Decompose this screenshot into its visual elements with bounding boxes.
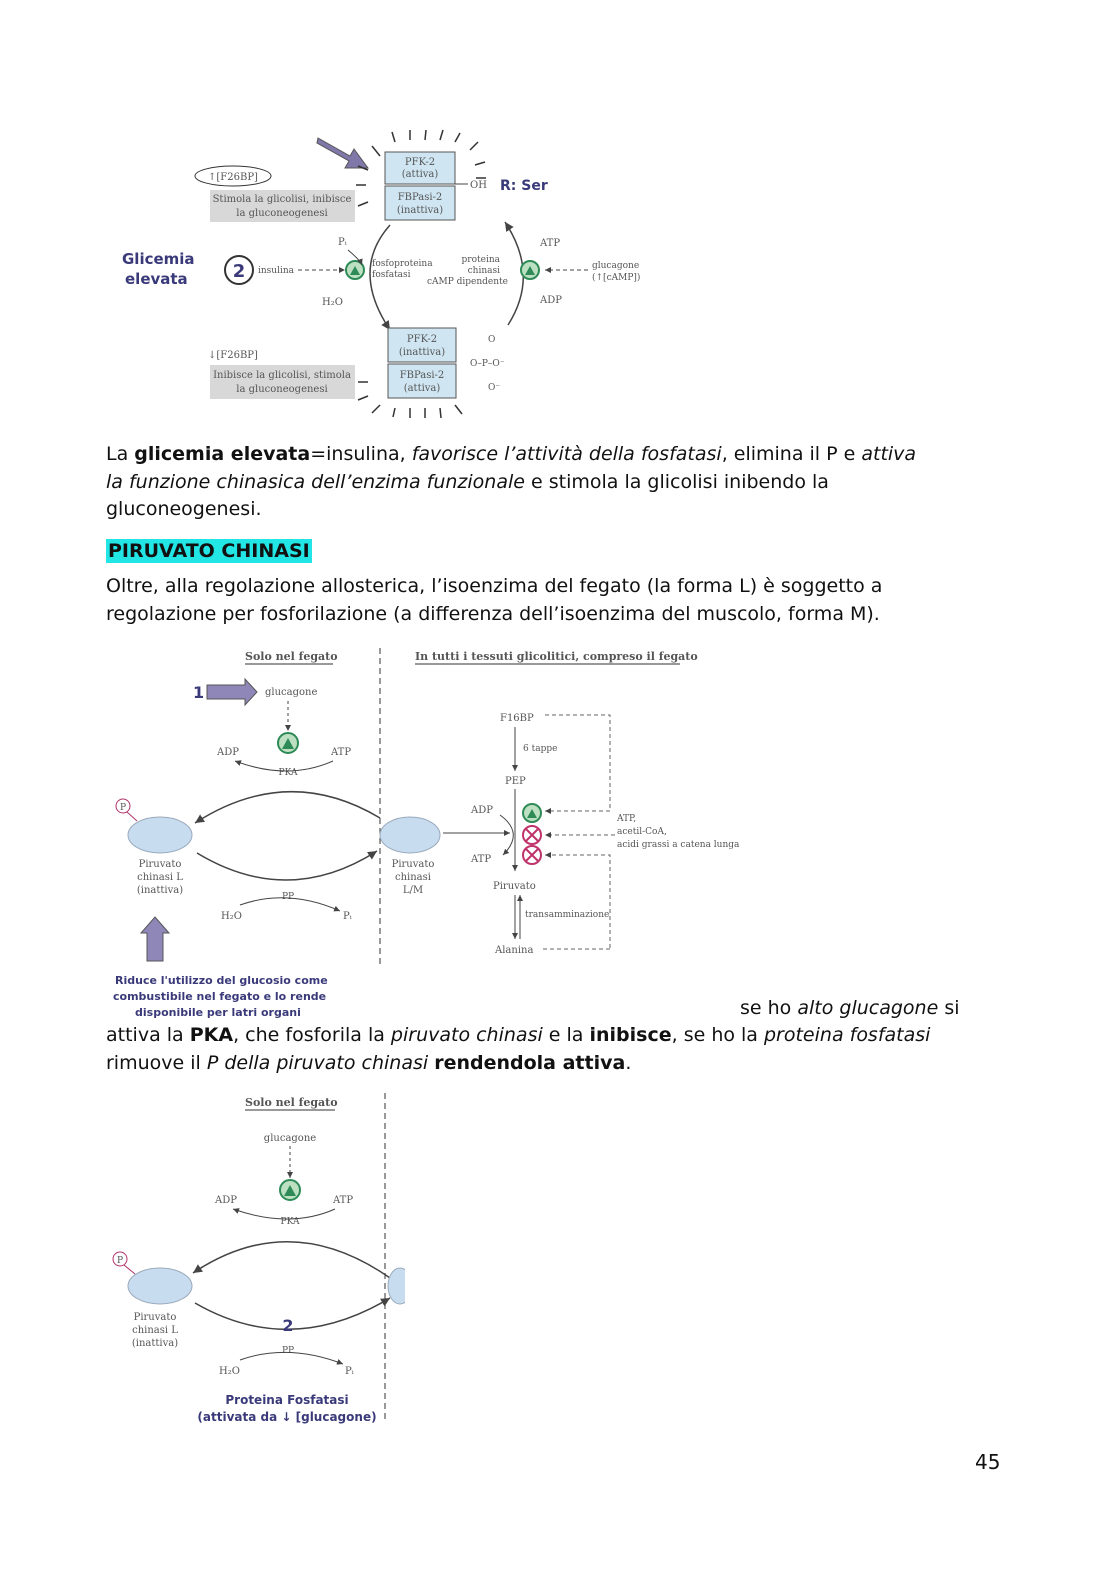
figure-piruvato-chinasi [105, 643, 745, 1018]
enzyme-inactive-ellipse [128, 817, 192, 853]
solo-fegato-title-2: Solo nel fegato [245, 1096, 338, 1109]
adp-label: ADP [217, 747, 239, 758]
inhibitors-line1: ATP, [617, 814, 637, 824]
piruvato-line1: Piruvato [133, 1312, 177, 1323]
h2o-label-fig1: H₂O [322, 297, 343, 308]
inhibitors-line2: acetil-CoA, [617, 827, 667, 837]
stimola-line1: Stimola la glicolisi, inibisce [212, 194, 352, 205]
pi-label-fig1: Pᵢ [338, 237, 347, 248]
adp-label-2: ADP [215, 1195, 237, 1206]
fbpasi2-bottom-state: (attiva) [403, 383, 441, 394]
paragraph-glucagone: attiva la PKA, che fosforila la piruvato chinasi e la inibisce, se ho la proteina fosfatasi rimuove il P della piruvato chinasi rendendola attiva. [106, 1024, 931, 1074]
figure-pfk2-regulation [100, 120, 660, 425]
fbpasi2-bottom-label: FBPasi-2 [399, 370, 445, 381]
riduce-line2: combustibile nel fegato e lo rende [113, 990, 327, 1003]
piruvato-label: Piruvato [493, 881, 536, 892]
up-arrow-icon [141, 917, 169, 961]
inibisce-line2: la gluconeogenesi [236, 384, 328, 395]
piruvato-line3: (inattiva) [131, 1338, 179, 1349]
sei-tappe-label: 6 tappe [523, 744, 558, 754]
pka-label: PKA [278, 768, 298, 778]
phosphate-p-label: P [119, 803, 127, 813]
section-heading: PIRUVATO CHINASI [108, 540, 310, 562]
phosphate-mid: O–P–O⁻ [470, 359, 505, 369]
pi-label: Pᵢ [343, 911, 352, 922]
atp-label-2: ATP [333, 1195, 354, 1206]
h2o-label-2: H₂O [219, 1366, 240, 1377]
riduce-line1: Riduce l'utilizzo del glucosio come [115, 974, 328, 987]
glicemia-line1: Glicemia [122, 250, 195, 268]
stimola-line2: la gluconeogenesi [236, 208, 328, 219]
pfk2-top-label: PFK-2 [404, 157, 436, 168]
f16bp-label: F16BP [500, 713, 534, 724]
r-ser-label: R: Ser [500, 178, 548, 194]
piruvato-lm-line3: L/M [402, 885, 424, 896]
glicemia-line2: elevata [125, 270, 188, 288]
piruvato-l-line3: (inattiva) [136, 885, 184, 896]
alanina-label: Alanina [495, 945, 534, 956]
fosfoprot-line2: fosfatasi [372, 270, 411, 280]
adp-label-fig1: ADP [540, 295, 562, 306]
arrow-icon [207, 679, 257, 705]
glucagone-line2: (↑[cAMP]) [592, 273, 641, 283]
pfk2-bottom-state: (inattiva) [398, 347, 446, 358]
paragraph-isoenzima: Oltre, alla regolazione allosterica, l’isoenzima del fegato (la forma L) è soggetto a regolazione per fosforilazione (a differenza dell’isoenzima del muscolo, forma M). [106, 575, 883, 625]
pep-label: PEP [505, 776, 526, 787]
enzyme-inactive-ellipse [128, 1268, 192, 1304]
atp-label-right: ATP [471, 854, 492, 865]
glucagone-line1: glucagone [592, 261, 640, 271]
piruvato-lm-line1: Piruvato [391, 859, 435, 870]
arrow-icon [317, 138, 368, 168]
atp-label: ATP [331, 747, 352, 758]
proteina-line2: chinasi [467, 266, 500, 276]
number-1: 1 [193, 683, 205, 702]
f26bp-down-label: ↓[F26BP] [208, 350, 258, 361]
insulina-label: insulina [258, 266, 295, 276]
tutti-tessuti-title: In tutti i tessuti glicolitici, compreso il fegato [415, 650, 698, 663]
paragraph-glicemia: La glicemia elevata=insulina, favorisce l’attività della fosfatasi, elimina il P e attiva la funzione chinasica dell’enzima funzionale e stimola la glicolisi inibendo la gluconeogenesi. [106, 443, 917, 520]
enzyme-active-ellipse-partial [388, 1268, 405, 1304]
piruvato-l-line2: chinasi L [137, 872, 183, 883]
glucagone-label: glucagone [265, 687, 318, 698]
inhibitors-line3: acidi grassi a catena lunga [617, 840, 740, 850]
fosfoprot-line1: fosfoproteina [372, 259, 433, 269]
glucagone-label-2: glucagone [263, 1133, 317, 1144]
atp-label-fig1: ATP [540, 238, 561, 249]
pi-label-2: Pᵢ [345, 1366, 354, 1377]
phosphate-p-label-2: P [116, 1256, 124, 1266]
pfk2-top-state: (attiva) [401, 169, 439, 180]
pka-label-2: PKA [280, 1217, 300, 1227]
proteina-fosfatasi-line1: Proteina Fosfatasi [225, 1393, 349, 1407]
pp-label-2: PP [281, 1346, 295, 1356]
oh-label: OH [470, 180, 487, 191]
proteina-line1: proteina [461, 255, 500, 265]
page-number: 45 [975, 1450, 1001, 1474]
phosphate-o-top: O [488, 335, 496, 345]
figure-proteina-fosfatasi [105, 1088, 405, 1433]
enzyme-active-ellipse [380, 817, 440, 853]
proteina-line3: cAMP dipendente [426, 277, 508, 287]
fbpasi2-top-label: FBPasi-2 [397, 192, 443, 203]
step-number-2: 2 [232, 261, 246, 282]
piruvato-lm-line2: chinasi [395, 872, 431, 883]
riduce-line3: disponibile per latri organi [135, 1006, 301, 1018]
piruvato-l-line1: Piruvato [138, 859, 182, 870]
pfk2-bottom-label: PFK-2 [406, 334, 438, 345]
h2o-label: H₂O [221, 911, 242, 922]
solo-fegato-title: Solo nel fegato [245, 650, 338, 663]
proteina-fosfatasi-line2: (attivata da ↓ [glucagone) [197, 1410, 377, 1424]
paragraph-glucagone-line1: se ho alto glucagone si [740, 997, 960, 1019]
phosphate-o-bottom: O⁻ [488, 383, 501, 393]
piruvato-line2: chinasi L [132, 1325, 178, 1336]
inibisce-line1: Inibisce la glicolisi, stimola [213, 370, 351, 381]
transaminazione-label: transamminazione [525, 910, 610, 920]
f26bp-up-label: ↑[F26BP] [208, 172, 258, 183]
adp-label-right: ADP [471, 805, 493, 816]
pp-label: PP [281, 892, 295, 902]
fbpasi2-top-state: (inattiva) [396, 205, 444, 216]
number-2: 2 [282, 1316, 294, 1335]
